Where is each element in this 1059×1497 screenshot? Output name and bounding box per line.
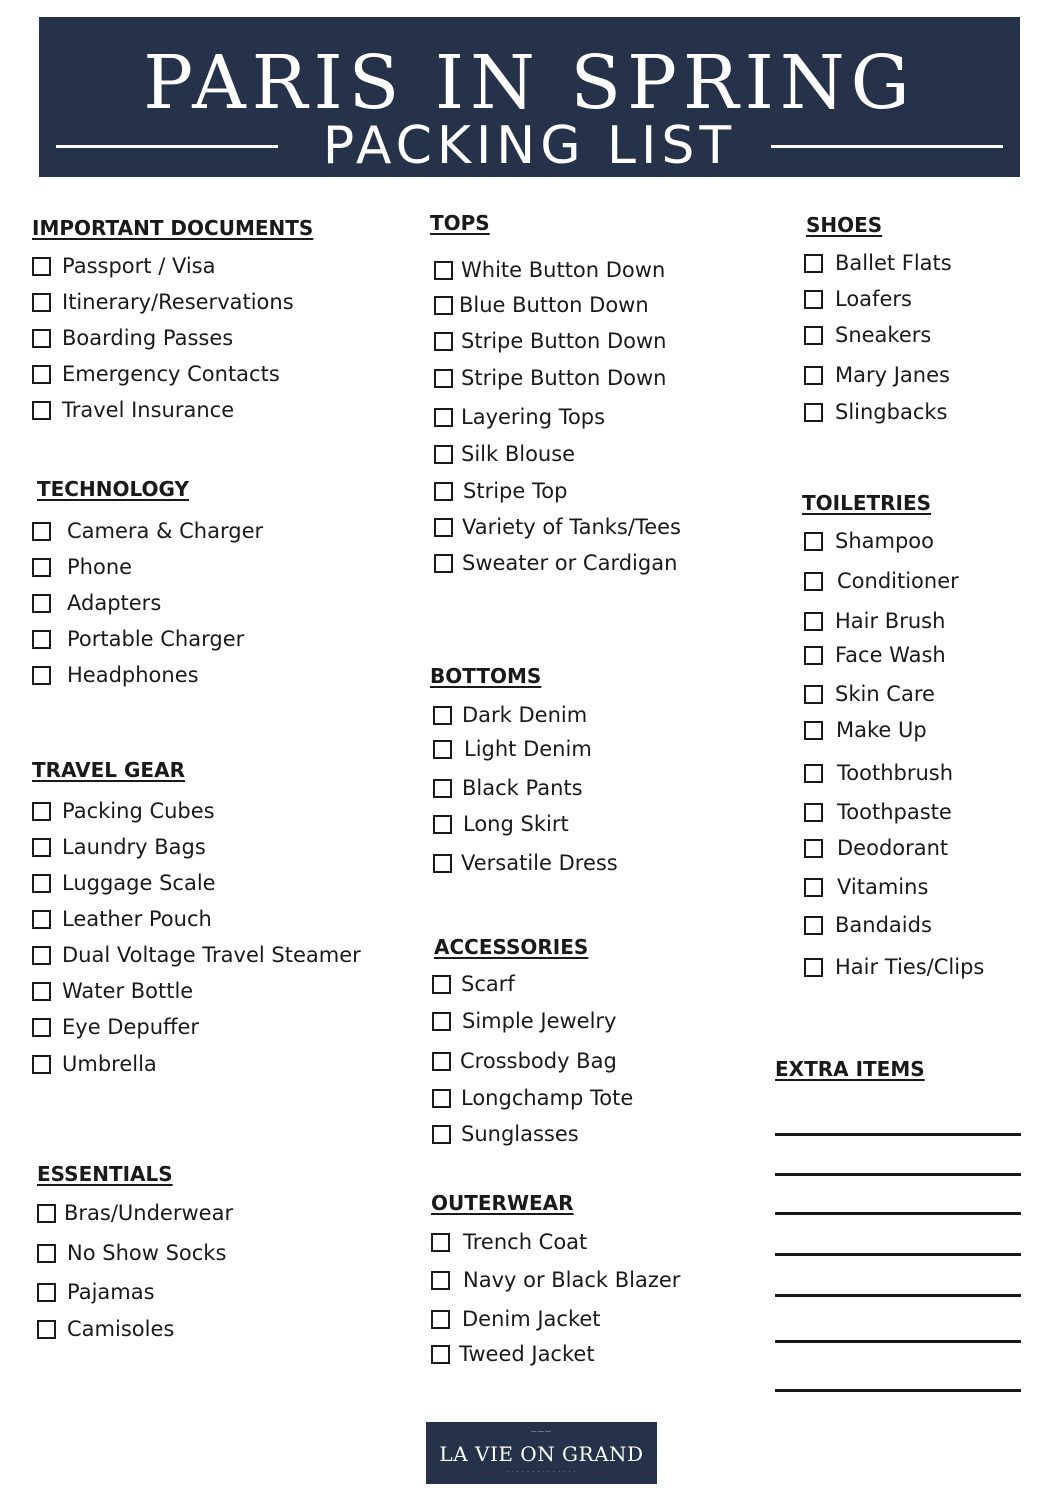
checklist-item[interactable] xyxy=(804,642,946,668)
checklist-item[interactable] xyxy=(431,1267,680,1293)
checkbox[interactable] xyxy=(434,408,453,427)
checklist-item[interactable] xyxy=(32,942,361,968)
item-label: Simple Jewelry xyxy=(462,1009,617,1033)
item-label: Phone xyxy=(67,555,133,579)
checkbox[interactable] xyxy=(32,401,51,420)
checklist-item[interactable] xyxy=(804,286,912,312)
checklist-item[interactable] xyxy=(32,253,216,279)
checkbox[interactable] xyxy=(434,482,453,501)
checkbox[interactable] xyxy=(804,290,823,309)
item-label: Conditioner xyxy=(837,569,959,593)
checkbox[interactable] xyxy=(804,403,823,422)
header-banner xyxy=(39,17,1020,177)
item-label: Dual Voltage Travel Steamer xyxy=(62,943,361,967)
item-label: Scarf xyxy=(461,972,515,996)
checkbox[interactable] xyxy=(804,764,823,783)
item-label: Denim Jacket xyxy=(462,1307,601,1331)
item-label: Camisoles xyxy=(67,1317,175,1341)
item-label: Deodorant xyxy=(837,836,949,860)
section-bottoms xyxy=(430,664,760,879)
checkbox[interactable] xyxy=(804,572,823,591)
section-title: TOPS xyxy=(430,211,490,235)
item-label: Sneakers xyxy=(835,323,932,347)
logo-name: LA VIE ON GRAND xyxy=(439,1442,644,1466)
checkbox[interactable] xyxy=(32,946,51,965)
item-label: Toothbrush xyxy=(837,761,954,785)
item-label: Ballet Flats xyxy=(835,251,952,275)
checklist-item[interactable] xyxy=(804,568,959,594)
item-label: White Button Down xyxy=(461,258,666,282)
checklist-item[interactable] xyxy=(432,1085,633,1111)
checkbox[interactable] xyxy=(37,1283,56,1302)
checkbox[interactable] xyxy=(434,369,453,388)
checkbox[interactable] xyxy=(804,366,823,385)
checklist-item[interactable] xyxy=(431,1306,601,1332)
checkbox[interactable] xyxy=(32,293,51,312)
item-label: Trench Coat xyxy=(463,1230,588,1254)
item-label: Layering Tops xyxy=(461,405,606,429)
checkbox[interactable] xyxy=(32,630,51,649)
section-shoes xyxy=(806,213,1036,428)
checklist-item[interactable] xyxy=(804,528,934,554)
section-technology xyxy=(32,477,402,692)
checkbox[interactable] xyxy=(804,685,823,704)
write-in-line[interactable] xyxy=(775,1253,1021,1256)
checklist-item[interactable] xyxy=(804,362,950,388)
checkbox[interactable] xyxy=(433,854,452,873)
checkbox[interactable] xyxy=(434,445,453,464)
checkbox[interactable] xyxy=(431,1345,450,1364)
checklist-item[interactable] xyxy=(432,1121,579,1147)
checkbox[interactable] xyxy=(32,838,51,857)
checkbox[interactable] xyxy=(432,975,451,994)
checkbox[interactable] xyxy=(804,958,823,977)
logo-est-mark: ——— xyxy=(531,1428,552,1435)
checklist-item[interactable] xyxy=(434,550,677,576)
write-in-line[interactable] xyxy=(775,1173,1021,1176)
checkbox[interactable] xyxy=(804,326,823,345)
brand-logo xyxy=(426,1422,657,1484)
item-label: Sunglasses xyxy=(461,1122,579,1146)
item-label: Travel Insurance xyxy=(62,398,235,422)
write-in-line[interactable] xyxy=(775,1133,1021,1136)
item-label: Dark Denim xyxy=(462,703,588,727)
checkbox[interactable] xyxy=(432,1012,451,1031)
checklist-item[interactable] xyxy=(32,798,215,824)
item-label: Silk Blouse xyxy=(461,442,576,466)
checklist-item[interactable] xyxy=(32,289,294,315)
checkbox[interactable] xyxy=(804,803,823,822)
checkbox[interactable] xyxy=(32,329,51,348)
checkbox[interactable] xyxy=(434,261,453,280)
checkbox[interactable] xyxy=(431,1310,450,1329)
checklist-item[interactable] xyxy=(434,404,605,430)
item-label: Itinerary/Reservations xyxy=(62,290,294,314)
item-label: Tweed Jacket xyxy=(459,1342,595,1366)
section-title: ACCESSORIES xyxy=(434,935,589,959)
checklist-item[interactable] xyxy=(32,397,234,423)
item-label: Bras/Underwear xyxy=(64,1201,234,1225)
item-label: Black Pants xyxy=(462,776,583,800)
checklist-item[interactable] xyxy=(804,322,931,348)
checkbox[interactable] xyxy=(804,839,823,858)
item-label: Skin Care xyxy=(835,682,935,706)
checklist-item[interactable] xyxy=(434,478,567,504)
checkbox[interactable] xyxy=(804,878,823,897)
item-label: Luggage Scale xyxy=(62,871,216,895)
item-label: Eye Depuffer xyxy=(62,1015,200,1039)
checkbox[interactable] xyxy=(434,554,453,573)
item-label: Long Skirt xyxy=(463,812,569,836)
section-accessories xyxy=(434,935,764,1155)
section-title: ESSENTIALS xyxy=(37,1162,173,1186)
item-label: Blue Button Down xyxy=(459,293,649,317)
item-label: Make Up xyxy=(836,718,927,742)
checkbox[interactable] xyxy=(432,1125,451,1144)
item-label: Navy or Black Blazer xyxy=(463,1268,681,1292)
item-label: Longchamp Tote xyxy=(461,1086,634,1110)
item-label: Laundry Bags xyxy=(62,835,206,859)
checklist-item[interactable] xyxy=(804,874,928,900)
checklist-item[interactable] xyxy=(32,590,161,616)
item-label: Water Bottle xyxy=(62,979,194,1003)
item-label: Packing Cubes xyxy=(62,799,215,823)
section-title: TECHNOLOGY xyxy=(37,477,189,501)
item-label: Stripe Button Down xyxy=(461,329,667,353)
checkbox[interactable] xyxy=(431,1271,450,1290)
section-title: IMPORTANT DOCUMENTS xyxy=(32,216,314,240)
item-label: Hair Brush xyxy=(835,609,946,633)
subtitle-rule-right xyxy=(771,145,1003,148)
checkbox[interactable] xyxy=(32,257,51,276)
checklist-item[interactable] xyxy=(32,361,280,387)
checklist-item[interactable] xyxy=(434,292,649,318)
section-toiletries xyxy=(802,491,1042,986)
checkbox[interactable] xyxy=(32,594,51,613)
checkbox[interactable] xyxy=(432,1089,451,1108)
checklist-item[interactable] xyxy=(433,736,592,762)
subtitle-row xyxy=(56,117,1003,177)
item-label: Loafers xyxy=(835,287,912,311)
checkbox[interactable] xyxy=(32,666,51,685)
item-label: Shampoo xyxy=(835,529,934,553)
checklist-item[interactable] xyxy=(32,1014,199,1040)
section-title: OUTERWEAR xyxy=(431,1191,574,1215)
checklist-item[interactable] xyxy=(434,441,575,467)
section-title: EXTRA ITEMS xyxy=(775,1057,925,1081)
checklist-item[interactable] xyxy=(37,1279,155,1305)
item-label: Face Wash xyxy=(835,643,946,667)
checklist-item[interactable] xyxy=(32,518,263,544)
checklist-item[interactable] xyxy=(32,870,216,896)
checkbox[interactable] xyxy=(434,518,453,537)
checkbox[interactable] xyxy=(432,1052,451,1071)
section-title: TRAVEL GEAR xyxy=(32,758,185,782)
item-label: Emergency Contacts xyxy=(62,362,280,386)
checklist-item[interactable] xyxy=(433,811,569,837)
checklist-item[interactable] xyxy=(32,978,193,1004)
checkbox[interactable] xyxy=(434,296,453,315)
item-label: Stripe Top xyxy=(463,479,568,503)
checklist-item[interactable] xyxy=(804,954,984,980)
checklist-item[interactable] xyxy=(433,850,618,876)
checklist-item[interactable] xyxy=(804,399,948,425)
checkbox[interactable] xyxy=(32,874,51,893)
checkbox[interactable] xyxy=(804,612,823,631)
checklist-item[interactable] xyxy=(432,1048,617,1074)
checkbox[interactable] xyxy=(433,740,452,759)
checklist-item[interactable] xyxy=(432,1008,617,1034)
checklist-item[interactable] xyxy=(32,626,244,652)
section-extra-items xyxy=(775,1057,1025,1087)
write-in-line[interactable] xyxy=(775,1212,1021,1215)
checklist-item[interactable] xyxy=(804,608,945,634)
logo-tagline-mark: · · · · · · · · · · · · · · xyxy=(506,1469,577,1475)
checklist-item[interactable] xyxy=(37,1240,226,1266)
checklist-item[interactable] xyxy=(37,1200,233,1226)
checkbox[interactable] xyxy=(37,1320,56,1339)
checkbox[interactable] xyxy=(804,532,823,551)
checklist-item[interactable] xyxy=(431,1229,587,1255)
checkbox[interactable] xyxy=(433,706,452,725)
checklist-item[interactable] xyxy=(434,328,666,354)
checkbox[interactable] xyxy=(804,916,823,935)
checkbox[interactable] xyxy=(32,1018,51,1037)
item-label: Light Denim xyxy=(464,737,592,761)
item-label: Versatile Dress xyxy=(461,851,618,875)
write-in-line[interactable] xyxy=(775,1389,1021,1392)
item-label: Boarding Passes xyxy=(62,326,234,350)
item-label: Stripe Button Down xyxy=(461,366,667,390)
section-important-documents xyxy=(32,216,402,426)
checkbox[interactable] xyxy=(433,815,452,834)
checkbox[interactable] xyxy=(37,1204,56,1223)
write-in-line[interactable] xyxy=(775,1340,1021,1343)
checkbox[interactable] xyxy=(804,721,823,740)
page-title: PARIS IN SPRING xyxy=(143,40,916,126)
checkbox[interactable] xyxy=(434,332,453,351)
item-label: Vitamins xyxy=(837,875,929,899)
checklist-item[interactable] xyxy=(431,1341,595,1367)
item-label: Variety of Tanks/Tees xyxy=(462,515,681,539)
item-label: Crossbody Bag xyxy=(460,1049,617,1073)
checkbox[interactable] xyxy=(433,779,452,798)
checklist-item[interactable] xyxy=(804,760,953,786)
item-label: No Show Socks xyxy=(67,1241,227,1265)
item-label: Mary Janes xyxy=(835,363,950,387)
item-label: Headphones xyxy=(67,663,199,687)
checklist-item[interactable] xyxy=(804,835,948,861)
item-label: Adapters xyxy=(67,591,162,615)
page-subtitle: PACKING LIST xyxy=(322,116,737,176)
checkbox[interactable] xyxy=(32,365,51,384)
checklist-item[interactable] xyxy=(32,662,199,688)
item-label: Slingbacks xyxy=(835,400,948,424)
checklist-item[interactable] xyxy=(433,702,587,728)
item-label: Leather Pouch xyxy=(62,907,212,931)
checklist-item[interactable] xyxy=(804,717,927,743)
checkbox[interactable] xyxy=(32,802,51,821)
item-label: Toothpaste xyxy=(837,800,952,824)
checklist-item[interactable] xyxy=(804,250,952,276)
checklist-item[interactable] xyxy=(32,554,132,580)
checklist-item[interactable] xyxy=(434,514,681,540)
item-label: Pajamas xyxy=(67,1280,155,1304)
item-label: Portable Charger xyxy=(67,627,245,651)
checklist-item[interactable] xyxy=(804,799,952,825)
checklist-item[interactable] xyxy=(434,257,665,283)
checklist-item[interactable] xyxy=(434,365,666,391)
checkbox[interactable] xyxy=(37,1244,56,1263)
section-outerwear xyxy=(431,1191,761,1376)
checklist-item[interactable] xyxy=(32,834,206,860)
checkbox[interactable] xyxy=(32,522,51,541)
section-title: TOILETRIES xyxy=(802,491,932,515)
checklist-item[interactable] xyxy=(32,325,233,351)
item-label: Bandaids xyxy=(835,913,932,937)
item-label: Umbrella xyxy=(62,1052,157,1076)
checkbox[interactable] xyxy=(32,910,51,929)
checkbox[interactable] xyxy=(804,646,823,665)
write-in-line[interactable] xyxy=(775,1294,1021,1297)
item-label: Sweater or Cardigan xyxy=(462,551,678,575)
checklist-item[interactable] xyxy=(32,1051,157,1077)
checkbox[interactable] xyxy=(32,1055,51,1074)
section-essentials xyxy=(37,1162,407,1347)
checklist-item[interactable] xyxy=(804,912,932,938)
checklist-item[interactable] xyxy=(433,775,583,801)
item-label: Camera & Charger xyxy=(67,519,264,543)
checklist-item[interactable] xyxy=(37,1316,174,1342)
item-label: Hair Ties/Clips xyxy=(835,955,985,979)
section-travel-gear xyxy=(32,758,402,1083)
checklist-item[interactable] xyxy=(32,906,212,932)
checkbox[interactable] xyxy=(431,1233,450,1252)
checkbox[interactable] xyxy=(804,254,823,273)
section-tops xyxy=(430,211,760,581)
checklist-item[interactable] xyxy=(432,971,515,997)
section-title: SHOES xyxy=(806,213,883,237)
checklist-item[interactable] xyxy=(804,681,935,707)
section-title: BOTTOMS xyxy=(430,664,542,688)
checkbox[interactable] xyxy=(32,982,51,1001)
checkbox[interactable] xyxy=(32,558,51,577)
item-label: Passport / Visa xyxy=(62,254,216,278)
